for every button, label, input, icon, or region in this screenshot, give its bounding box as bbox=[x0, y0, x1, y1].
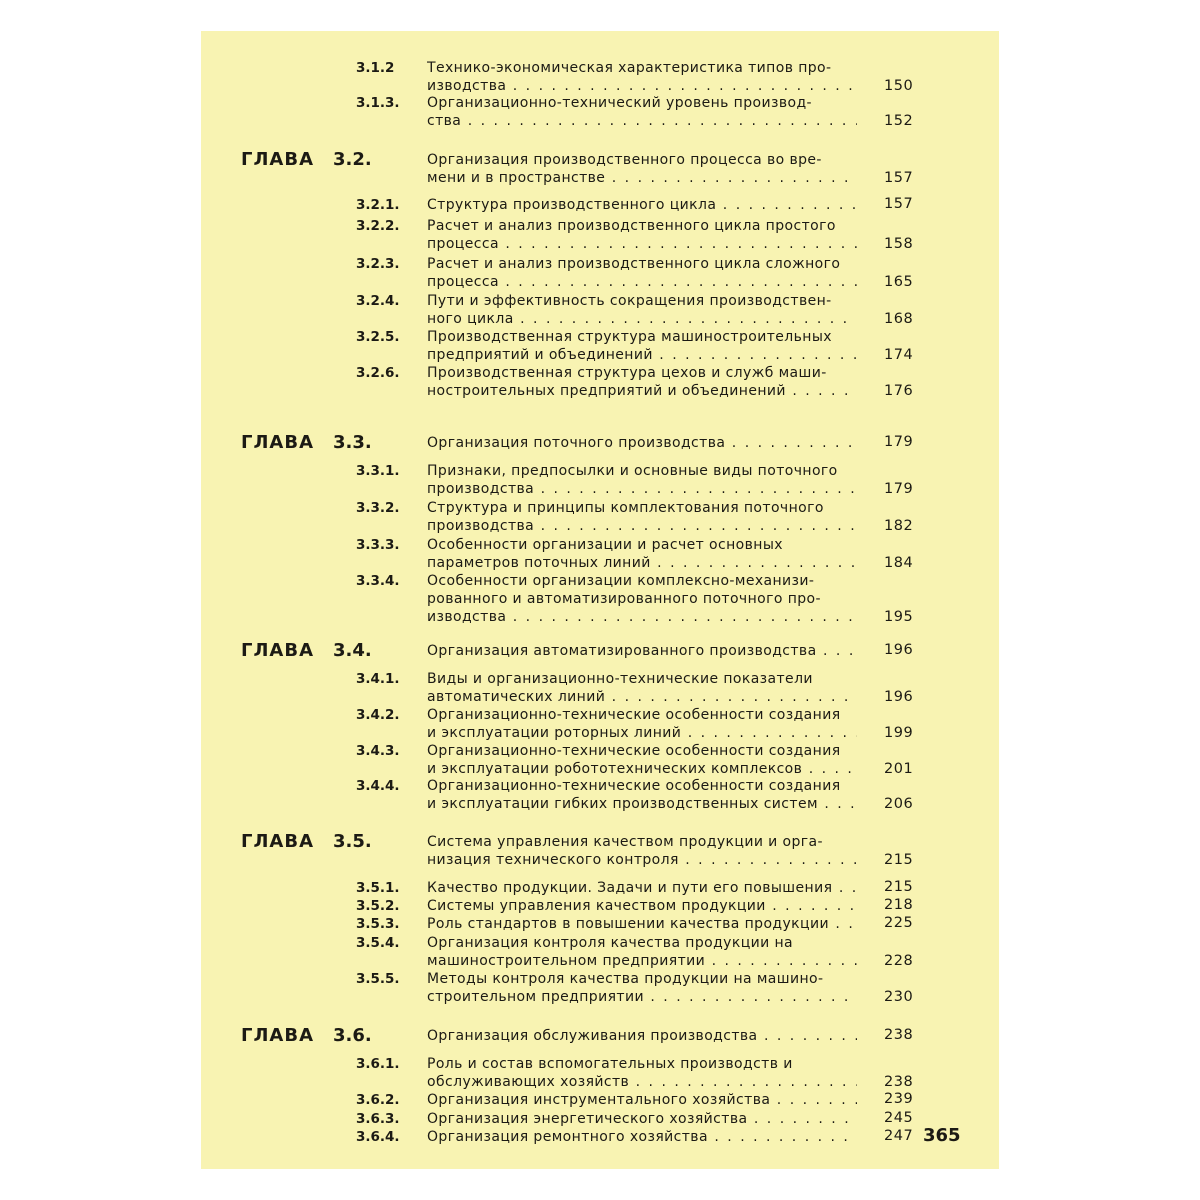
section-title bbox=[427, 196, 857, 214]
title-line: изводства . . . bbox=[427, 608, 857, 626]
section-title bbox=[427, 934, 857, 970]
title-line: Роль стандартов в повышении качества продукции . . . bbox=[427, 915, 857, 933]
section-title bbox=[427, 777, 857, 813]
section-number: 3.6.1. bbox=[356, 1056, 400, 1072]
page-number: 168 bbox=[884, 311, 914, 327]
section-title bbox=[427, 1128, 857, 1146]
section-number: 3.4.4. bbox=[356, 778, 400, 794]
title-line: мени и в пространстве . . . bbox=[427, 169, 857, 187]
section-number: 3.2.3. bbox=[356, 256, 400, 272]
page-number: 230 bbox=[884, 989, 914, 1005]
title-line: Методы контроля качества продукции на машино- bbox=[427, 971, 824, 987]
section-title bbox=[427, 706, 857, 742]
section-title bbox=[427, 1110, 857, 1128]
page-number: 215 bbox=[884, 852, 914, 868]
title-line: Организация контроля качества продукции на bbox=[427, 935, 794, 951]
section-number: 3.6.4. bbox=[356, 1129, 400, 1145]
page-number: 225 bbox=[884, 915, 914, 931]
title-line: Особенности организации комплексно-механизи- bbox=[427, 573, 815, 589]
title-line: автоматических линий . . . bbox=[427, 688, 857, 706]
table-of-contents bbox=[201, 31, 999, 1169]
title-line: предприятий и объединений . . . bbox=[427, 346, 857, 364]
section-title bbox=[427, 970, 857, 1006]
title-line: параметров поточных линий . . . bbox=[427, 554, 857, 572]
title-line: Организация ремонтного хозяйства . . . bbox=[427, 1128, 857, 1146]
page-number: 239 bbox=[884, 1091, 914, 1107]
page-number: 195 bbox=[884, 609, 914, 625]
title-line: Организация производственного процесса во вре- bbox=[427, 152, 822, 168]
section-number: 3.6.2. bbox=[356, 1092, 400, 1108]
title-line: Организация инструментального хозяйства . . . bbox=[427, 1091, 857, 1109]
title-line: ностроительных предприятий и объединений . . . bbox=[427, 382, 857, 400]
section-title bbox=[427, 94, 857, 130]
title-line: процесса . . . bbox=[427, 273, 857, 291]
page-number: 238 bbox=[884, 1074, 914, 1090]
title-line: Расчет и анализ производственного цикла простого bbox=[427, 218, 836, 234]
title-line: Структура и принципы комплектования поточного bbox=[427, 500, 824, 516]
page-number: 152 bbox=[884, 113, 914, 129]
section-title bbox=[427, 670, 857, 706]
section-number: 3.6.3. bbox=[356, 1111, 400, 1127]
section-title bbox=[427, 879, 857, 897]
title-line: Организационно-технические особенности создания bbox=[427, 707, 841, 723]
title-line: машиностроительном предприятии . . . bbox=[427, 952, 857, 970]
title-line: и эксплуатации роторных линий . . . bbox=[427, 724, 857, 742]
page-number: 174 bbox=[884, 347, 914, 363]
title-line: Система управления качеством продукции и орга- bbox=[427, 834, 823, 850]
title-line: ного цикла . . . bbox=[427, 310, 857, 328]
section-number: 3.5.4. bbox=[356, 935, 400, 951]
chapter-label: ГЛАВА bbox=[241, 831, 315, 852]
section-title bbox=[427, 328, 857, 364]
title-line: Организационно-технические особенности создания bbox=[427, 778, 841, 794]
page-number: 176 bbox=[884, 383, 914, 399]
page-number: 182 bbox=[884, 518, 914, 534]
section-title bbox=[427, 536, 857, 572]
section-title bbox=[427, 897, 857, 915]
section-title bbox=[427, 742, 857, 778]
section-number: 3.5.5. bbox=[356, 971, 400, 987]
section-number: 3.4.1. bbox=[356, 671, 400, 687]
section-number: 3.5.1. bbox=[356, 880, 400, 896]
title-line: строительном предприятии . . . bbox=[427, 988, 857, 1006]
section-number: 3.1.2 bbox=[356, 60, 395, 76]
page-number: 184 bbox=[884, 555, 914, 571]
page-number: 245 bbox=[884, 1110, 914, 1126]
chapter-label: ГЛАВА bbox=[241, 149, 315, 170]
title-line: Организация обслуживания производства . . . bbox=[427, 1027, 857, 1045]
book-page bbox=[201, 31, 999, 1169]
title-line: процесса . . . bbox=[427, 235, 857, 253]
section-title bbox=[427, 292, 857, 328]
title-line: Расчет и анализ производственного цикла сложного bbox=[427, 256, 841, 272]
title-line: низация технического контроля . . . bbox=[427, 851, 857, 869]
title-line: и эксплуатации гибких производственных систем . . . bbox=[427, 795, 857, 813]
page-number: 247 bbox=[884, 1128, 914, 1144]
section-title bbox=[427, 915, 857, 933]
section-title bbox=[427, 462, 857, 498]
title-line: производства . . . bbox=[427, 480, 857, 498]
title-line: Организация автоматизированного производства . . . bbox=[427, 642, 857, 660]
section-number: 3.2.4. bbox=[356, 293, 400, 309]
chapter-title bbox=[427, 642, 857, 660]
title-line: производства . . . bbox=[427, 517, 857, 535]
title-line: Роль и состав вспомогательных производств и bbox=[427, 1056, 793, 1072]
page-folio: 365 bbox=[923, 1125, 961, 1146]
section-title bbox=[427, 364, 857, 400]
title-line: ства . . . bbox=[427, 112, 857, 130]
chapter-label: ГЛАВА bbox=[241, 1025, 315, 1046]
page-number: 201 bbox=[884, 761, 914, 777]
title-line: обслуживающих хозяйств . . . bbox=[427, 1073, 857, 1091]
page-number: 179 bbox=[884, 434, 914, 450]
title-line: Организация поточного производства . . . bbox=[427, 434, 857, 452]
title-line: и эксплуатации робототехнических комплексов . . . bbox=[427, 760, 857, 778]
page-number: 218 bbox=[884, 897, 914, 913]
chapter-label: ГЛАВА bbox=[241, 432, 315, 453]
title-line: Качество продукции. Задачи и пути его повышения . . . bbox=[427, 879, 857, 897]
chapter-title bbox=[427, 434, 857, 452]
page-number: 196 bbox=[884, 689, 914, 705]
page-number: 179 bbox=[884, 481, 914, 497]
section-number: 3.2.6. bbox=[356, 365, 400, 381]
title-line: Производственная структура машиностроительных bbox=[427, 329, 832, 345]
section-title bbox=[427, 1091, 857, 1109]
title-line: Организационно-технический уровень производ- bbox=[427, 95, 812, 111]
page-number: 228 bbox=[884, 953, 914, 969]
title-line: Виды и организационно-технические показатели bbox=[427, 671, 813, 687]
page-number: 238 bbox=[884, 1027, 914, 1043]
chapter-title bbox=[427, 1027, 857, 1045]
section-number: 3.5.2. bbox=[356, 898, 400, 914]
section-number: 3.4.2. bbox=[356, 707, 400, 723]
section-number: 3.2.1. bbox=[356, 197, 400, 213]
chapter-number: 3.3. bbox=[333, 432, 372, 453]
page-number: 157 bbox=[884, 170, 914, 186]
section-title bbox=[427, 59, 857, 95]
page-number: 157 bbox=[884, 196, 914, 212]
title-line: изводства . . . bbox=[427, 77, 857, 95]
chapter-number: 3.2. bbox=[333, 149, 372, 170]
section-number: 3.3.2. bbox=[356, 500, 400, 516]
chapter-number: 3.6. bbox=[333, 1025, 372, 1046]
title-line: Производственная структура цехов и служб маши- bbox=[427, 365, 827, 381]
page-number: 158 bbox=[884, 236, 914, 252]
title-line: Пути и эффективность сокращения производствен- bbox=[427, 293, 832, 309]
page-number: 150 bbox=[884, 78, 914, 94]
page-number: 199 bbox=[884, 725, 914, 741]
section-title bbox=[427, 499, 857, 535]
title-line: Структура производственного цикла . . . bbox=[427, 196, 857, 214]
section-number: 3.4.3. bbox=[356, 743, 400, 759]
title-line: Системы управления качеством продукции . . . bbox=[427, 897, 857, 915]
section-title bbox=[427, 1055, 857, 1091]
section-title bbox=[427, 217, 857, 253]
page-number: 165 bbox=[884, 274, 914, 290]
title-line: Признаки, предпосылки и основные виды поточного bbox=[427, 463, 838, 479]
section-title bbox=[427, 572, 857, 626]
section-number: 3.2.5. bbox=[356, 329, 400, 345]
chapter-title bbox=[427, 833, 857, 869]
page-number: 215 bbox=[884, 879, 914, 895]
chapter-title bbox=[427, 151, 857, 187]
title-line: Организационно-технические особенности создания bbox=[427, 743, 841, 759]
section-number: 3.3.4. bbox=[356, 573, 400, 589]
chapter-number: 3.5. bbox=[333, 831, 372, 852]
chapter-number: 3.4. bbox=[333, 640, 372, 661]
page-number: 206 bbox=[884, 796, 914, 812]
section-number: 3.3.3. bbox=[356, 537, 400, 553]
section-number: 3.1.3. bbox=[356, 95, 400, 111]
title-line: Особенности организации и расчет основных bbox=[427, 537, 783, 553]
section-number: 3.5.3. bbox=[356, 916, 400, 932]
title-line: рованного и автоматизированного поточного про- bbox=[427, 591, 821, 607]
chapter-label: ГЛАВА bbox=[241, 640, 315, 661]
title-line: Технико-экономическая характеристика типов про- bbox=[427, 60, 832, 76]
section-number: 3.3.1. bbox=[356, 463, 400, 479]
section-number: 3.2.2. bbox=[356, 218, 400, 234]
page-number: 196 bbox=[884, 642, 914, 658]
section-title bbox=[427, 255, 857, 291]
title-line: Организация энергетического хозяйства . . . bbox=[427, 1110, 857, 1128]
